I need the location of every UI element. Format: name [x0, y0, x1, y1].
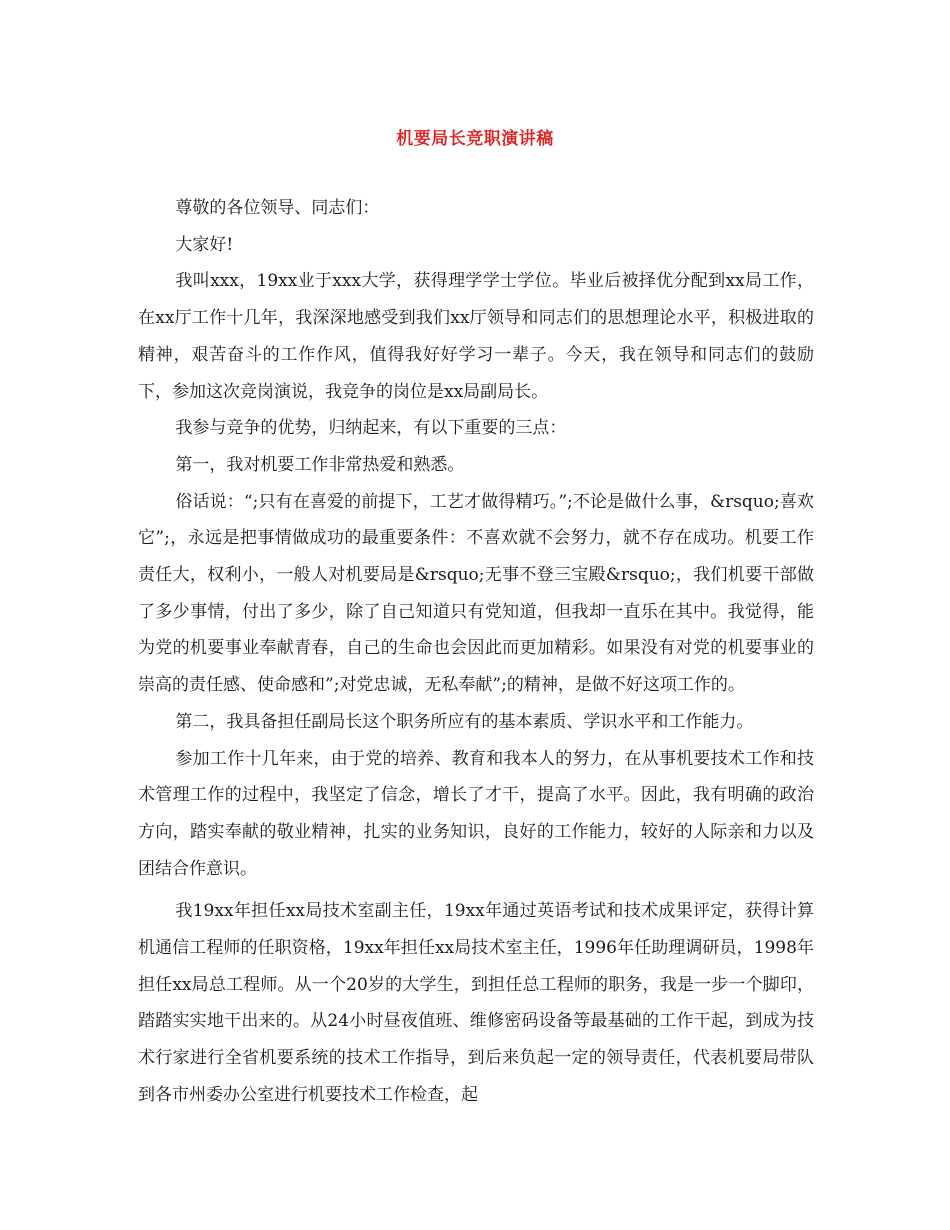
introduction-paragraph: 我叫xxx，19xx业于xxx大学，获得理学学士学位。毕业后被择优分配到xx局工作，在xx厅工作十几年，我深深地感受到我们xx厅领导和同志们的思想理论水平，积极进取的精神，艰苦奋斗的工作作风，值得我好好学习一辈子。今天，我在领导和同志们的鼓励下，参加这次竞岗演说，我竞争的岗位是xx局副局长。	[138, 271, 814, 402]
career-paragraph: 我19xx年担任xx局技术室副主任，19xx年通过英语考试和技术成果评定，获得计算机通信工程师的任职资格，19xx年担任xx局技术室主任，1996年任助理调研员，1998年担任xx局总工程师。从一个20岁的大学生，到担任总工程师的职务，我是一步一个脚印，踏踏实实地干出来的。从24小时昼夜值班、维修密码设备等最基础的工作干起，到成为技术行家进行全省机要系统的技术工作指导，到后来负起一定的领导责任，代表机要局带队到各市州委办公室进行机要技术工作检查，起	[138, 901, 814, 1105]
document-title: 机要局长竞职演讲稿	[396, 129, 554, 149]
document-body	[138, 190, 814, 1114]
point-two-heading: 第二，我具备担任副局长这个职务所应有的基本素质、学识水平和工作能力。	[175, 711, 754, 732]
greeting-paragraph: 大家好!	[175, 234, 234, 255]
point-one-paragraph: 俗话说：“;只有在喜爱的前提下，工艺才做得精巧。”;不论是做什么事，&rsquo;喜欢它”;，永远是把事情做成功的最重要条件：不喜欢就不会努力，就不存在成功。机要工作责任大，权利小，一般人对机要局是&rsquo;无事不登三宝殿&rsquo;，我们机要干部做了多少事情，付出了多少，除了自己知道只有党知道，但我却一直乐在其中。我觉得，能为党的机要事业奉献青春，自己的生命也会因此而更加精彩。如果没有对党的机要事业的崇高的责任感、使命感和”;对党忠诚，无私奉献”;的精神，是做不好这项工作的。	[138, 491, 814, 696]
advantages-intro-paragraph: 我参与竞争的优势，归纳起来，有以下重要的三点：	[175, 418, 567, 439]
salutation-paragraph: 尊敬的各位领导、同志们：	[175, 198, 380, 218]
point-two-paragraph: 参加工作十几年来，由于党的培养、教育和我本人的努力，在从事机要技术工作和技术管理工作的过程中，我坚定了信念，增长了才干，提高了水平。因此，我有明确的政治方向，踏实奉献的敬业精神，扎实的业务知识，良好的工作能力，较好的人际亲和力以及团结合作意识。	[138, 748, 814, 879]
point-one-heading: 第一，我对机要工作非常热爱和熟悉。	[175, 454, 465, 475]
